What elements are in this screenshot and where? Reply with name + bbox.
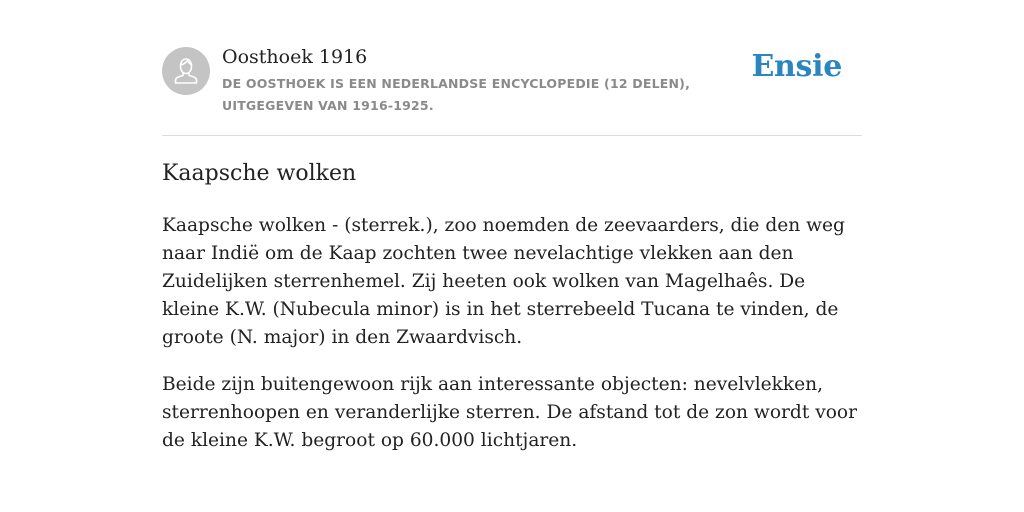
avatar[interactable] bbox=[162, 47, 210, 95]
source-description: DE OOSTHOEK IS EEN NEDERLANDSE ENCYCLOPEDIE (12 DELEN), UITGEGEVEN VAN 1916-1925. bbox=[222, 76, 691, 113]
article bbox=[162, 158, 862, 455]
brand-logo[interactable]: Ensie bbox=[751, 49, 842, 84]
article-paragraph: Beide zijn buitengewoon rijk aan interessante objecten: nevelvlekken, sterrenhoopen en veranderlijke sterren. De afstand tot de zon wordt voor de kleine K.W. begroot op 60.000 lichtjaren. bbox=[162, 374, 857, 451]
user-icon bbox=[162, 47, 210, 95]
source-header bbox=[162, 44, 862, 118]
article-title: Kaapsche wolken bbox=[162, 161, 357, 186]
divider bbox=[162, 135, 862, 136]
source-title[interactable]: Oosthoek 1916 bbox=[222, 46, 368, 68]
article-paragraph: Kaapsche wolken - (sterrek.), zoo noemden de zeevaarders, die den weg naar Indië om de Kaap zochten twee nevelachtige vlekken aan den Zuidelijken sterrenhemel. Zij heeten ook wolken van Magelhaês. De kleine K.W. (Nubecula minor) is in het sterrebeeld Tucana te vinden, de groote (N. major) in den Zwaardvisch. bbox=[162, 215, 845, 348]
